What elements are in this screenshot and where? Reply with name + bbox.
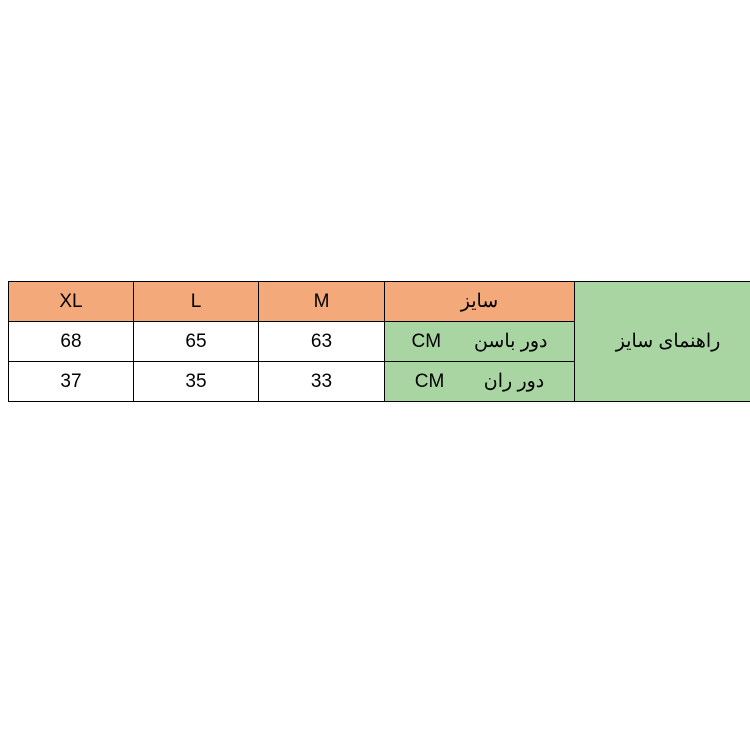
size-guide-title-cell: راهنمای سایز bbox=[575, 282, 750, 402]
header-size-l: L bbox=[134, 282, 259, 322]
header-size-xl: XL bbox=[9, 282, 134, 322]
hip-value-m: 63 bbox=[259, 322, 385, 362]
header-size-label: سایز bbox=[385, 282, 575, 322]
thigh-value-xl: 37 bbox=[9, 362, 134, 402]
thigh-value-m: 33 bbox=[259, 362, 385, 402]
hip-value-xl: 68 bbox=[9, 322, 134, 362]
row-label-thigh bbox=[385, 362, 575, 402]
table-header-row bbox=[9, 282, 750, 322]
hip-value-l: 65 bbox=[134, 322, 259, 362]
row-unit-hip: CM bbox=[411, 330, 442, 352]
thigh-value-l: 35 bbox=[134, 362, 259, 402]
row-label-hip-text: دور باسن bbox=[473, 331, 548, 352]
row-label-thigh-text: دور ران bbox=[483, 371, 545, 392]
row-unit-thigh: CM bbox=[414, 370, 445, 392]
header-size-m: M bbox=[259, 282, 385, 322]
size-guide-table bbox=[8, 281, 750, 402]
row-label-hip bbox=[385, 322, 575, 362]
